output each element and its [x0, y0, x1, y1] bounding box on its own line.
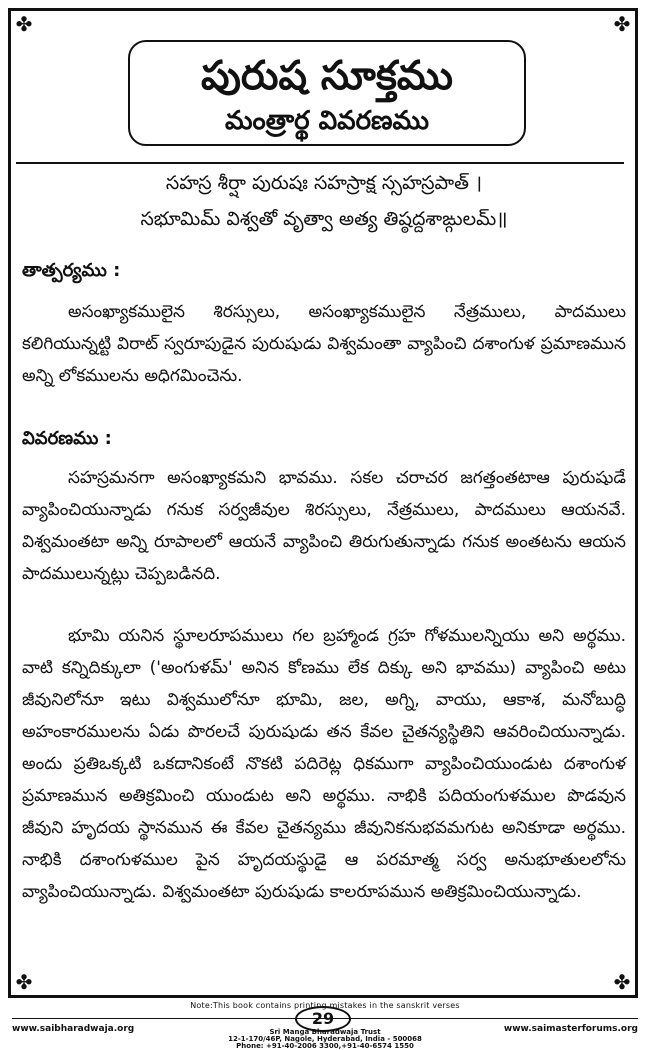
left-website-link[interactable]: www.saibharadwaja.org — [12, 1024, 135, 1034]
explanation-text-1: సహస్రమనగా అసంఖ్యాకమని భావము. సకల చరాచర జగత్తంతటాఆ పురుషుడే వ్యాపించియున్నాడు గనుక సర్వజీవుల శిరస్సులు, నేత్రములు, పాదములు ఆయనవే. విశ్వమంతటా అన్ని రూపాలలో ఆయనే వ్యాపించి తిరుగుతున్నాడు గనుక అంతటను ఆయన పాదములున్నట్లు చెప్పబడినది. — [22, 468, 626, 584]
trust-phone: Phone: +91-40-2006 3300,+91-40-6574 1550 — [236, 1042, 414, 1050]
meaning-heading: తాత్పర్యము : — [22, 260, 121, 281]
meaning-paragraph — [22, 296, 626, 392]
explanation-paragraph-2 — [22, 620, 626, 908]
corner-ornament-icon: ✤ — [613, 970, 631, 994]
right-website-link[interactable]: www.saimasterforums.org — [503, 1024, 638, 1034]
corner-ornament-icon: ✤ — [15, 12, 33, 36]
corner-ornament-icon: ✤ — [613, 12, 631, 36]
trust-address: 12-1-170/46P, Nagole, Hyderabad, India - 500068 — [228, 1035, 422, 1043]
explanation-heading: వివరణము : — [22, 428, 112, 449]
trust-name: Sri Manga Bharadwaja Trust — [269, 1028, 381, 1036]
verse-line-1: సహస్ర శీర్షా పురుషః సహస్రాక్ష స్సహస్రపాత్ । — [165, 172, 483, 194]
page-subtitle: మంత్రార్థ వివరణము — [225, 106, 429, 136]
corner-ornament-icon: ✤ — [15, 970, 33, 994]
explanation-text-2: భూమి యనిన స్థూలరూపములు గల బ్రహ్మాండ గ్రహ గోళములన్నియు అని అర్థము. వాటి కన్నిదిక్కులా ('అంగుళమ్' అనిన కోణము లేక దిక్కు అని భావము) వ్యాపించి అటు జీవునిలోనూ ఇటు విశ్వములోనూ భూమి, జల, అగ్ని, వాయు, ఆకాశ, మనోబుద్ధి అహంకారములను ఏడు పొరలచే పురుషుడు తన కేవల చైతన్యస్థితిని ఆవరించియున్నాడు. అందు ప్రతిఒక్కటి ఒకదానికంటే నొకటి పదిరెట్ల ధికముగా వ్యాపించియుండుట దశాంగుళ ప్రమాణమున అతిక్రమించి యుండుట అని అర్థము. నాభికి పదియంగుళముల పొడవున జీవుని హృదయ స్థానమున ఈ కేవల చైతన్యము జీవునికనుభవమగుట అనికూడా అర్థము. నాభికి దశాంగుళముల పైన హృదయస్థుడై ఆ పరమాత్మ సర్వ అనుభూతులలోను వ్యాపించియున్నాడు. విశ్వమంతటా పురుషుడు కాలరూపమున అతిక్రమించియున్నాడు. — [22, 626, 626, 902]
meaning-text: అసంఖ్యాకములైన శిరస్సులు, అసంఖ్యాకములైన నేత్రములు, పాదములు కలిగియున్నట్టి విరాట్ స్వరూపుడైన పురుషుడు విశ్వమంతా వ్యాపించి దశాంగుళ ప్రమాణమున అన్ని లోకములను అధిగమించెను. — [22, 302, 626, 386]
verse-line-2: సభూమిమ్ విశ్వతో వృత్వా అత్య తిష్ఠద్దశాఙ్గులమ్॥ — [140, 208, 508, 230]
title-box — [128, 40, 526, 146]
trust-contact-block — [0, 1029, 650, 1050]
page-title: పురుష సూక్తము — [200, 53, 454, 99]
divider — [16, 162, 624, 164]
explanation-paragraph-1 — [22, 462, 626, 590]
page-number: 29 — [295, 1006, 351, 1032]
printing-note: Note:This book contains printing mistakes in the sanskrit verses — [190, 1001, 460, 1010]
